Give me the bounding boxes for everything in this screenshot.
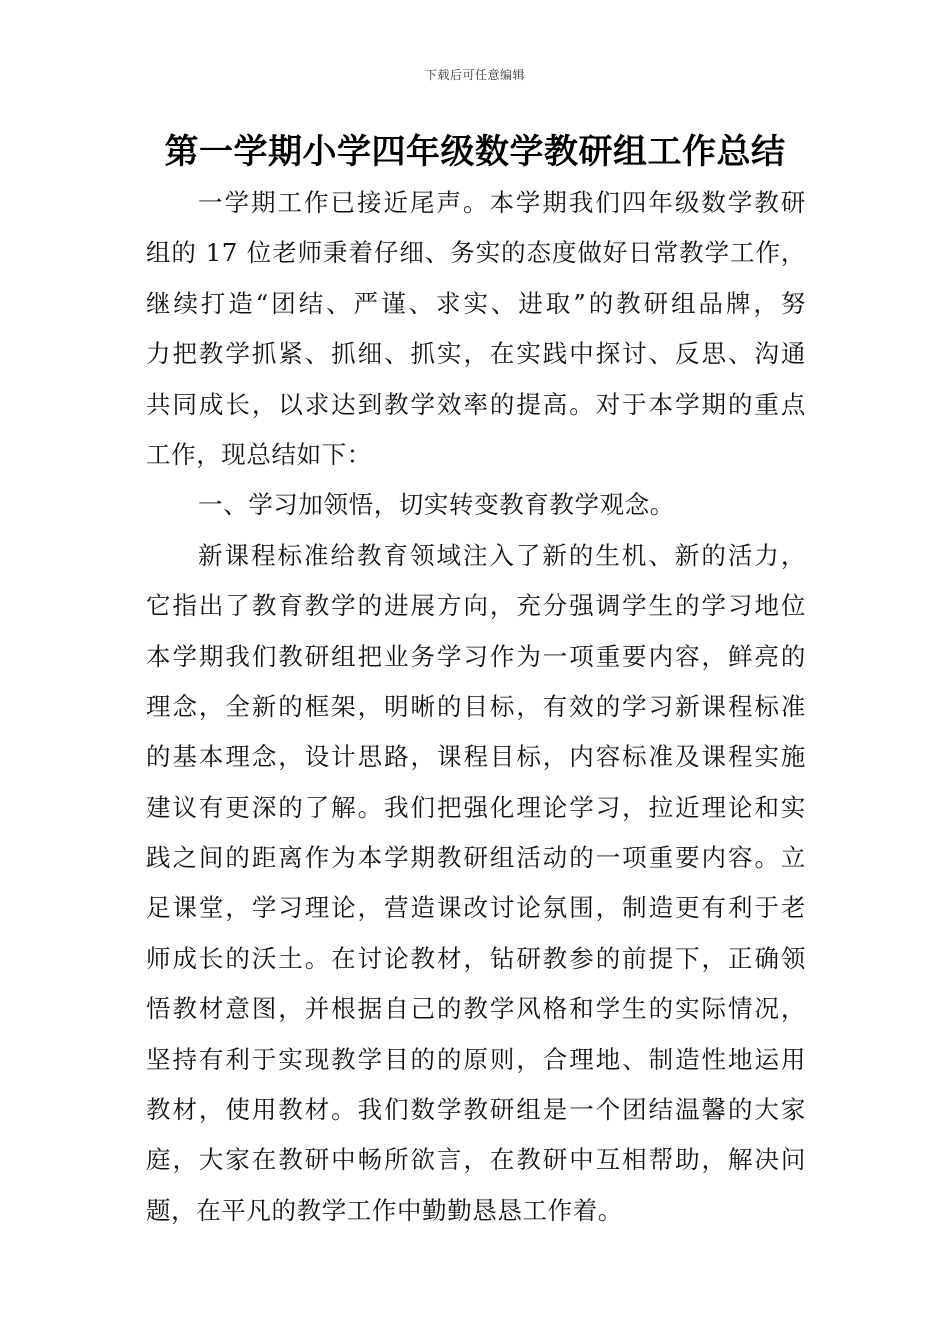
text-line: 践之间的距离作为本学期教研组活动的一项重要内容。立 [146,843,806,873]
text-line: 理念，全新的框架，明晰的目标，有效的学习新课程标准 [146,691,806,721]
text-line: 庭，大家在教研中畅所欲言，在教研中互相帮助，解决问 [146,1145,806,1175]
text-line: 继续打造“团结、严谨、求实、进取”的教研组品牌，努 [146,288,806,318]
paragraph-intro [146,178,806,480]
section-heading [146,480,806,530]
text-line: 教材，使用教材。我们数学教研组是一个团结温馨的大家 [146,1095,806,1125]
text-line: 足课堂，学习理论，营造课改讨论氛围，制造更有利于老 [146,893,806,923]
document-title: 第一学期小学四年级数学教研组工作总结 [164,132,786,172]
text-line: 共同成长，以求达到教学效率的提高。对于本学期的重点 [146,389,806,419]
text-line: 组的 17 位老师秉着仔细、务实的态度做好日常教学工作， [146,238,806,268]
document-body [146,178,806,1236]
text-line: 的基本理念，设计思路，课程目标，内容标准及课程实施 [146,742,806,772]
text-line: 力把教学抓紧、抓细、抓实，在实践中探讨、反思、沟通 [146,339,806,369]
text-line: 一学期工作已接近尾声。本学期我们四年级数学教研 [198,188,806,217]
text-line: 坚持有利于实现教学目的的原则，合理地、制造性地运用 [146,1044,806,1074]
paragraph-section-1 [146,531,806,1236]
text-line: 建议有更深的了解。我们把强化理论学习，拉近理论和实 [146,792,806,822]
text-line: 师成长的沃土。在讨论教材，钻研教参的前提下，正确领 [146,943,806,973]
text-line: 题，在平凡的教学工作中勤勤恳恳工作着。 [146,1195,623,1225]
text-line: 悟教材意图，并根据自己的教学风格和学生的实际情况， [146,994,806,1024]
text-line: 它指出了教育教学的进展方向，充分强调学生的学习地位 [146,591,806,621]
text-line: 新课程标准给教育领域注入了新的生机、新的活力， [198,540,806,570]
text-line: 本学期我们教研组把业务学习作为一项重要内容，鲜亮的 [146,641,806,671]
header-note: 下载后可任意编辑 [424,68,525,82]
text-line: 工作，现总结如下： [146,439,372,469]
text-line: 一、学习加领悟，切实转变教育教学观念。 [198,490,675,520]
